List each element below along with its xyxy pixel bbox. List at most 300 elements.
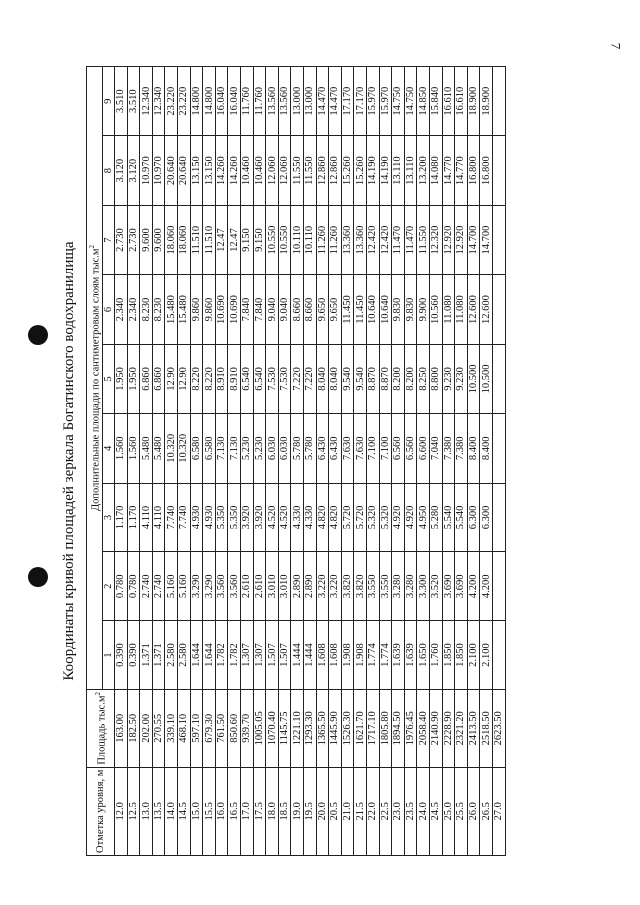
value-cell: 4.330	[291, 483, 304, 552]
value-cell: 9.830	[392, 275, 405, 344]
value-cell: 6.030	[266, 414, 279, 483]
value-cell: 12.600	[467, 275, 480, 344]
column-header: 3	[102, 483, 115, 552]
area-cell: 339.10	[165, 690, 178, 768]
value-cell: 2.580	[178, 621, 191, 690]
header-area	[87, 690, 115, 768]
value-cell: 13.150	[190, 136, 203, 205]
value-cell: 13.110	[392, 136, 405, 205]
value-cell: 12.420	[379, 205, 392, 274]
value-cell: 14.080	[429, 136, 442, 205]
area-cell: 163.00	[115, 690, 128, 768]
value-cell: 4.110	[152, 483, 165, 552]
value-cell: 12.860	[329, 136, 342, 205]
table-row	[215, 67, 228, 856]
value-cell: 8.400	[467, 414, 480, 483]
value-cell: 5.350	[215, 483, 228, 552]
value-cell: 4.110	[140, 483, 153, 552]
value-cell: 8.220	[203, 344, 216, 413]
value-cell: 2.740	[152, 552, 165, 621]
level-cell: 15.5	[203, 767, 216, 855]
level-cell: 25.0	[442, 767, 455, 855]
value-cell: 1.774	[366, 621, 379, 690]
value-cell: 14.700	[467, 205, 480, 274]
value-cell: 13.150	[203, 136, 216, 205]
value-cell: 9.150	[241, 205, 254, 274]
punch-hole-top	[28, 325, 48, 345]
value-cell: 6.540	[253, 344, 266, 413]
value-cell: 7.130	[215, 414, 228, 483]
column-header: 2	[102, 552, 115, 621]
value-cell: 7.380	[455, 414, 468, 483]
value-cell: 16.610	[455, 67, 468, 136]
value-cell: 3.280	[392, 552, 405, 621]
value-cell: 1.507	[266, 621, 279, 690]
value-cell: 3.300	[417, 552, 430, 621]
value-cell: 6.560	[392, 414, 405, 483]
value-cell: 7.220	[304, 344, 317, 413]
value-cell: 3.550	[366, 552, 379, 621]
value-cell: 14.750	[392, 67, 405, 136]
value-cell: 9.040	[278, 275, 291, 344]
value-cell: 7.530	[278, 344, 291, 413]
header-area-label: Площадь тыс.м	[96, 695, 108, 765]
value-cell: 11.760	[241, 67, 254, 136]
value-cell: 23.220	[178, 67, 191, 136]
value-cell: 1.774	[379, 621, 392, 690]
value-cell: 8.910	[228, 344, 241, 413]
value-cell: 8.800	[429, 344, 442, 413]
value-cell: 8.660	[291, 275, 304, 344]
value-cell: 1.950	[127, 344, 140, 413]
value-cell: 5.480	[140, 414, 153, 483]
value-cell: 8.660	[304, 275, 317, 344]
value-cell: 9.860	[190, 275, 203, 344]
value-cell: 5.540	[455, 483, 468, 552]
value-cell: 14.800	[190, 67, 203, 136]
value-cell: 10.550	[266, 205, 279, 274]
table-row	[140, 67, 153, 856]
value-cell: 3.290	[190, 552, 203, 621]
table-row	[480, 67, 493, 856]
value-cell: 8.200	[404, 344, 417, 413]
value-cell: 11.510	[190, 205, 203, 274]
value-cell: 16.800	[467, 136, 480, 205]
value-cell: 3.820	[341, 552, 354, 621]
table-row	[291, 67, 304, 856]
value-cell: 4.920	[392, 483, 405, 552]
value-cell: 1.371	[152, 621, 165, 690]
value-cell: 6.540	[241, 344, 254, 413]
value-cell: 12.47	[215, 205, 228, 274]
level-cell: 13.5	[152, 767, 165, 855]
value-cell: 3.510	[115, 67, 128, 136]
area-cell: 2321.20	[455, 690, 468, 768]
table-row	[253, 67, 266, 856]
value-cell: 12.860	[316, 136, 329, 205]
value-cell: 6.430	[329, 414, 342, 483]
value-cell: 1.644	[203, 621, 216, 690]
value-cell: 14.750	[404, 67, 417, 136]
value-cell	[492, 414, 505, 483]
value-cell: 14.260	[228, 136, 241, 205]
value-cell: 0.780	[127, 552, 140, 621]
value-cell: 1.850	[455, 621, 468, 690]
area-cell: 1070.40	[266, 690, 279, 768]
value-cell: 16.040	[228, 67, 241, 136]
area-cell: 1894.50	[392, 690, 405, 768]
value-cell: 10.320	[178, 414, 191, 483]
value-cell: 10.500	[480, 344, 493, 413]
value-cell: 6.860	[152, 344, 165, 413]
value-cell: 8.200	[392, 344, 405, 413]
value-cell: 10.640	[366, 275, 379, 344]
table-row	[228, 67, 241, 856]
value-cell: 1.170	[127, 483, 140, 552]
level-cell: 17.0	[241, 767, 254, 855]
value-cell: 2.100	[467, 621, 480, 690]
table-row	[404, 67, 417, 856]
value-cell: 9.150	[253, 205, 266, 274]
level-cell: 26.0	[467, 767, 480, 855]
value-cell: 15.480	[178, 275, 191, 344]
table-row	[417, 67, 430, 856]
value-cell: 11.470	[404, 205, 417, 274]
punch-hole-bottom	[28, 567, 48, 587]
value-cell: 10.970	[152, 136, 165, 205]
value-cell: 12.340	[152, 67, 165, 136]
value-cell: 16.610	[442, 67, 455, 136]
value-cell: 3.010	[266, 552, 279, 621]
table-row	[329, 67, 342, 856]
value-cell: 2.890	[304, 552, 317, 621]
level-cell: 20.0	[316, 767, 329, 855]
value-cell: 2.610	[253, 552, 266, 621]
value-cell: 1.782	[215, 621, 228, 690]
value-cell: 9.230	[455, 344, 468, 413]
value-cell: 8.870	[379, 344, 392, 413]
value-cell: 1.608	[316, 621, 329, 690]
value-cell	[492, 67, 505, 136]
value-cell: 16.040	[215, 67, 228, 136]
value-cell: 0.390	[127, 621, 140, 690]
value-cell: 12.340	[140, 67, 153, 136]
value-cell: 18.060	[165, 205, 178, 274]
value-cell: 2.730	[127, 205, 140, 274]
value-cell: 11.080	[442, 275, 455, 344]
area-cell: 1621.70	[354, 690, 367, 768]
level-cell: 22.5	[379, 767, 392, 855]
table-row	[304, 67, 317, 856]
area-cell: 1445.90	[329, 690, 342, 768]
column-header: 5	[102, 344, 115, 413]
value-cell: 6.030	[278, 414, 291, 483]
value-cell: 7.380	[442, 414, 455, 483]
value-cell: 4.520	[266, 483, 279, 552]
value-cell: 5.320	[366, 483, 379, 552]
value-cell: 10.320	[165, 414, 178, 483]
value-cell: 6.300	[467, 483, 480, 552]
value-cell: 4.820	[316, 483, 329, 552]
value-cell: 1.507	[278, 621, 291, 690]
value-cell: 5.480	[152, 414, 165, 483]
value-cell: 4.820	[329, 483, 342, 552]
value-cell: 1.639	[404, 621, 417, 690]
header-area-sup: 2	[94, 692, 103, 696]
table-row	[165, 67, 178, 856]
value-cell: 5.350	[228, 483, 241, 552]
value-cell: 3.920	[253, 483, 266, 552]
area-cell: 1145.75	[278, 690, 291, 768]
value-cell: 10.560	[429, 275, 442, 344]
level-cell: 16.5	[228, 767, 241, 855]
value-cell: 12.47	[228, 205, 241, 274]
value-cell: 20.640	[178, 136, 191, 205]
value-cell: 3.290	[203, 552, 216, 621]
value-cell: 1.950	[115, 344, 128, 413]
value-cell: 2.740	[140, 552, 153, 621]
value-cell: 1.908	[341, 621, 354, 690]
area-cell: 2518.50	[480, 690, 493, 768]
level-cell: 16.0	[215, 767, 228, 855]
table-row	[203, 67, 216, 856]
value-cell: 12.90	[178, 344, 191, 413]
value-cell: 1.444	[291, 621, 304, 690]
value-cell: 18.060	[178, 205, 191, 274]
value-cell: 1.782	[228, 621, 241, 690]
value-cell: 7.630	[354, 414, 367, 483]
value-cell: 8.230	[140, 275, 153, 344]
level-cell: 19.0	[291, 767, 304, 855]
level-cell: 22.0	[366, 767, 379, 855]
value-cell: 5.540	[442, 483, 455, 552]
area-cell: 1365.50	[316, 690, 329, 768]
value-cell: 11.080	[455, 275, 468, 344]
value-cell: 12.420	[366, 205, 379, 274]
value-cell: 12.320	[429, 205, 442, 274]
table-row	[455, 67, 468, 856]
level-cell: 24.5	[429, 767, 442, 855]
value-cell	[492, 275, 505, 344]
value-cell: 2.340	[115, 275, 128, 344]
value-cell: 7.740	[165, 483, 178, 552]
value-cell: 5.230	[241, 414, 254, 483]
value-cell: 13.000	[304, 67, 317, 136]
value-cell: 13.110	[404, 136, 417, 205]
value-cell: 9.860	[203, 275, 216, 344]
table-row	[392, 67, 405, 856]
area-cell: 939.70	[241, 690, 254, 768]
value-cell: 4.920	[404, 483, 417, 552]
value-cell: 10.970	[140, 136, 153, 205]
value-cell: 4.520	[278, 483, 291, 552]
level-cell: 12.5	[127, 767, 140, 855]
value-cell: 11.450	[354, 275, 367, 344]
page-number: 7	[608, 42, 624, 50]
value-cell: 5.320	[379, 483, 392, 552]
table-row	[266, 67, 279, 856]
value-cell: 1.608	[329, 621, 342, 690]
value-cell: 11.470	[392, 205, 405, 274]
value-cell: 8.040	[329, 344, 342, 413]
level-cell: 24.0	[417, 767, 430, 855]
value-cell: 11.260	[316, 205, 329, 274]
level-cell: 25.5	[455, 767, 468, 855]
value-cell: 10.550	[278, 205, 291, 274]
value-cell: 11.550	[304, 136, 317, 205]
table-row	[241, 67, 254, 856]
value-cell: 7.130	[228, 414, 241, 483]
value-cell: 1.760	[429, 621, 442, 690]
value-cell: 20.640	[165, 136, 178, 205]
table-row	[354, 67, 367, 856]
area-cell: 1221.10	[291, 690, 304, 768]
value-cell: 3.820	[354, 552, 367, 621]
value-cell: 14.850	[417, 67, 430, 136]
value-cell: 13.360	[341, 205, 354, 274]
value-cell: 1.307	[241, 621, 254, 690]
value-cell: 14.470	[329, 67, 342, 136]
level-cell: 13.0	[140, 767, 153, 855]
table-row	[341, 67, 354, 856]
area-cell: 597.10	[190, 690, 203, 768]
value-cell: 9.600	[152, 205, 165, 274]
value-cell: 14.260	[215, 136, 228, 205]
value-cell: 12.90	[165, 344, 178, 413]
area-cell: 1976.45	[404, 690, 417, 768]
value-cell: 8.870	[366, 344, 379, 413]
table-row	[127, 67, 140, 856]
value-cell: 9.040	[266, 275, 279, 344]
value-cell: 13.360	[354, 205, 367, 274]
value-cell: 3.550	[379, 552, 392, 621]
value-cell: 10.110	[304, 205, 317, 274]
value-cell: 5.720	[341, 483, 354, 552]
level-cell: 19.5	[304, 767, 317, 855]
value-cell: 7.740	[178, 483, 191, 552]
value-cell: 15.260	[354, 136, 367, 205]
value-cell: 18.900	[480, 67, 493, 136]
value-cell: 12.600	[480, 275, 493, 344]
value-cell: 4.950	[417, 483, 430, 552]
level-cell: 12.0	[115, 767, 128, 855]
value-cell: 15.970	[366, 67, 379, 136]
value-cell: 10.460	[253, 136, 266, 205]
area-cell: 1293.30	[304, 690, 317, 768]
document-content	[60, 66, 585, 856]
area-cell: 202.00	[140, 690, 153, 768]
level-cell: 23.5	[404, 767, 417, 855]
value-cell: 14.770	[455, 136, 468, 205]
area-cell: 182.50	[127, 690, 140, 768]
level-cell: 14.0	[165, 767, 178, 855]
level-cell: 18.0	[266, 767, 279, 855]
value-cell: 9.900	[417, 275, 430, 344]
level-cell: 18.5	[278, 767, 291, 855]
column-header: 8	[102, 136, 115, 205]
value-cell: 11.510	[203, 205, 216, 274]
table-row	[152, 67, 165, 856]
value-cell: 2.100	[480, 621, 493, 690]
value-cell: 14.190	[366, 136, 379, 205]
level-cell: 17.5	[253, 767, 266, 855]
area-cell: 270.55	[152, 690, 165, 768]
value-cell: 3.690	[455, 552, 468, 621]
value-cell: 1.307	[253, 621, 266, 690]
area-cell: 2623.50	[492, 690, 505, 768]
value-cell: 7.530	[266, 344, 279, 413]
value-cell: 13.000	[291, 67, 304, 136]
value-cell: 3.510	[127, 67, 140, 136]
header-additional	[87, 67, 103, 690]
area-cell: 761.50	[215, 690, 228, 768]
value-cell: 9.540	[341, 344, 354, 413]
value-cell: 8.400	[480, 414, 493, 483]
area-cell: 1717.10	[366, 690, 379, 768]
value-cell: 15.480	[165, 275, 178, 344]
value-cell: 5.280	[429, 483, 442, 552]
value-cell: 2.580	[165, 621, 178, 690]
value-cell: 5.780	[291, 414, 304, 483]
area-curve-table	[86, 66, 506, 856]
column-header: 9	[102, 67, 115, 136]
value-cell: 9.230	[442, 344, 455, 413]
value-cell: 0.780	[115, 552, 128, 621]
value-cell: 9.650	[316, 275, 329, 344]
value-cell: 8.220	[190, 344, 203, 413]
value-cell: 13.200	[417, 136, 430, 205]
level-cell: 20.5	[329, 767, 342, 855]
value-cell: 3.560	[228, 552, 241, 621]
value-cell: 10.640	[379, 275, 392, 344]
value-cell: 2.610	[241, 552, 254, 621]
table-row	[429, 67, 442, 856]
value-cell: 15.970	[379, 67, 392, 136]
value-cell: 5.720	[354, 483, 367, 552]
value-cell: 6.580	[203, 414, 216, 483]
value-cell: 6.600	[417, 414, 430, 483]
value-cell: 9.540	[354, 344, 367, 413]
table-row	[492, 67, 505, 856]
header-additional-sup: 2	[88, 245, 96, 249]
table-row	[442, 67, 455, 856]
value-cell: 23.220	[165, 67, 178, 136]
value-cell: 1.371	[140, 621, 153, 690]
value-cell: 7.840	[241, 275, 254, 344]
value-cell: 9.830	[404, 275, 417, 344]
value-cell: 3.920	[241, 483, 254, 552]
value-cell: 3.280	[404, 552, 417, 621]
value-cell: 4.200	[467, 552, 480, 621]
value-cell: 3.690	[442, 552, 455, 621]
value-cell	[492, 552, 505, 621]
table-row	[115, 67, 128, 856]
value-cell: 6.430	[316, 414, 329, 483]
header-level	[87, 767, 115, 855]
value-cell: 6.560	[404, 414, 417, 483]
value-cell	[492, 136, 505, 205]
value-cell: 5.230	[253, 414, 266, 483]
value-cell: 8.040	[316, 344, 329, 413]
value-cell: 17.170	[354, 67, 367, 136]
value-cell: 13.560	[266, 67, 279, 136]
value-cell: 11.760	[253, 67, 266, 136]
area-cell: 1005.05	[253, 690, 266, 768]
header-level-label: Отметка уровня, м	[95, 769, 107, 853]
value-cell: 7.100	[379, 414, 392, 483]
value-cell: 10.110	[291, 205, 304, 274]
value-cell: 6.580	[190, 414, 203, 483]
